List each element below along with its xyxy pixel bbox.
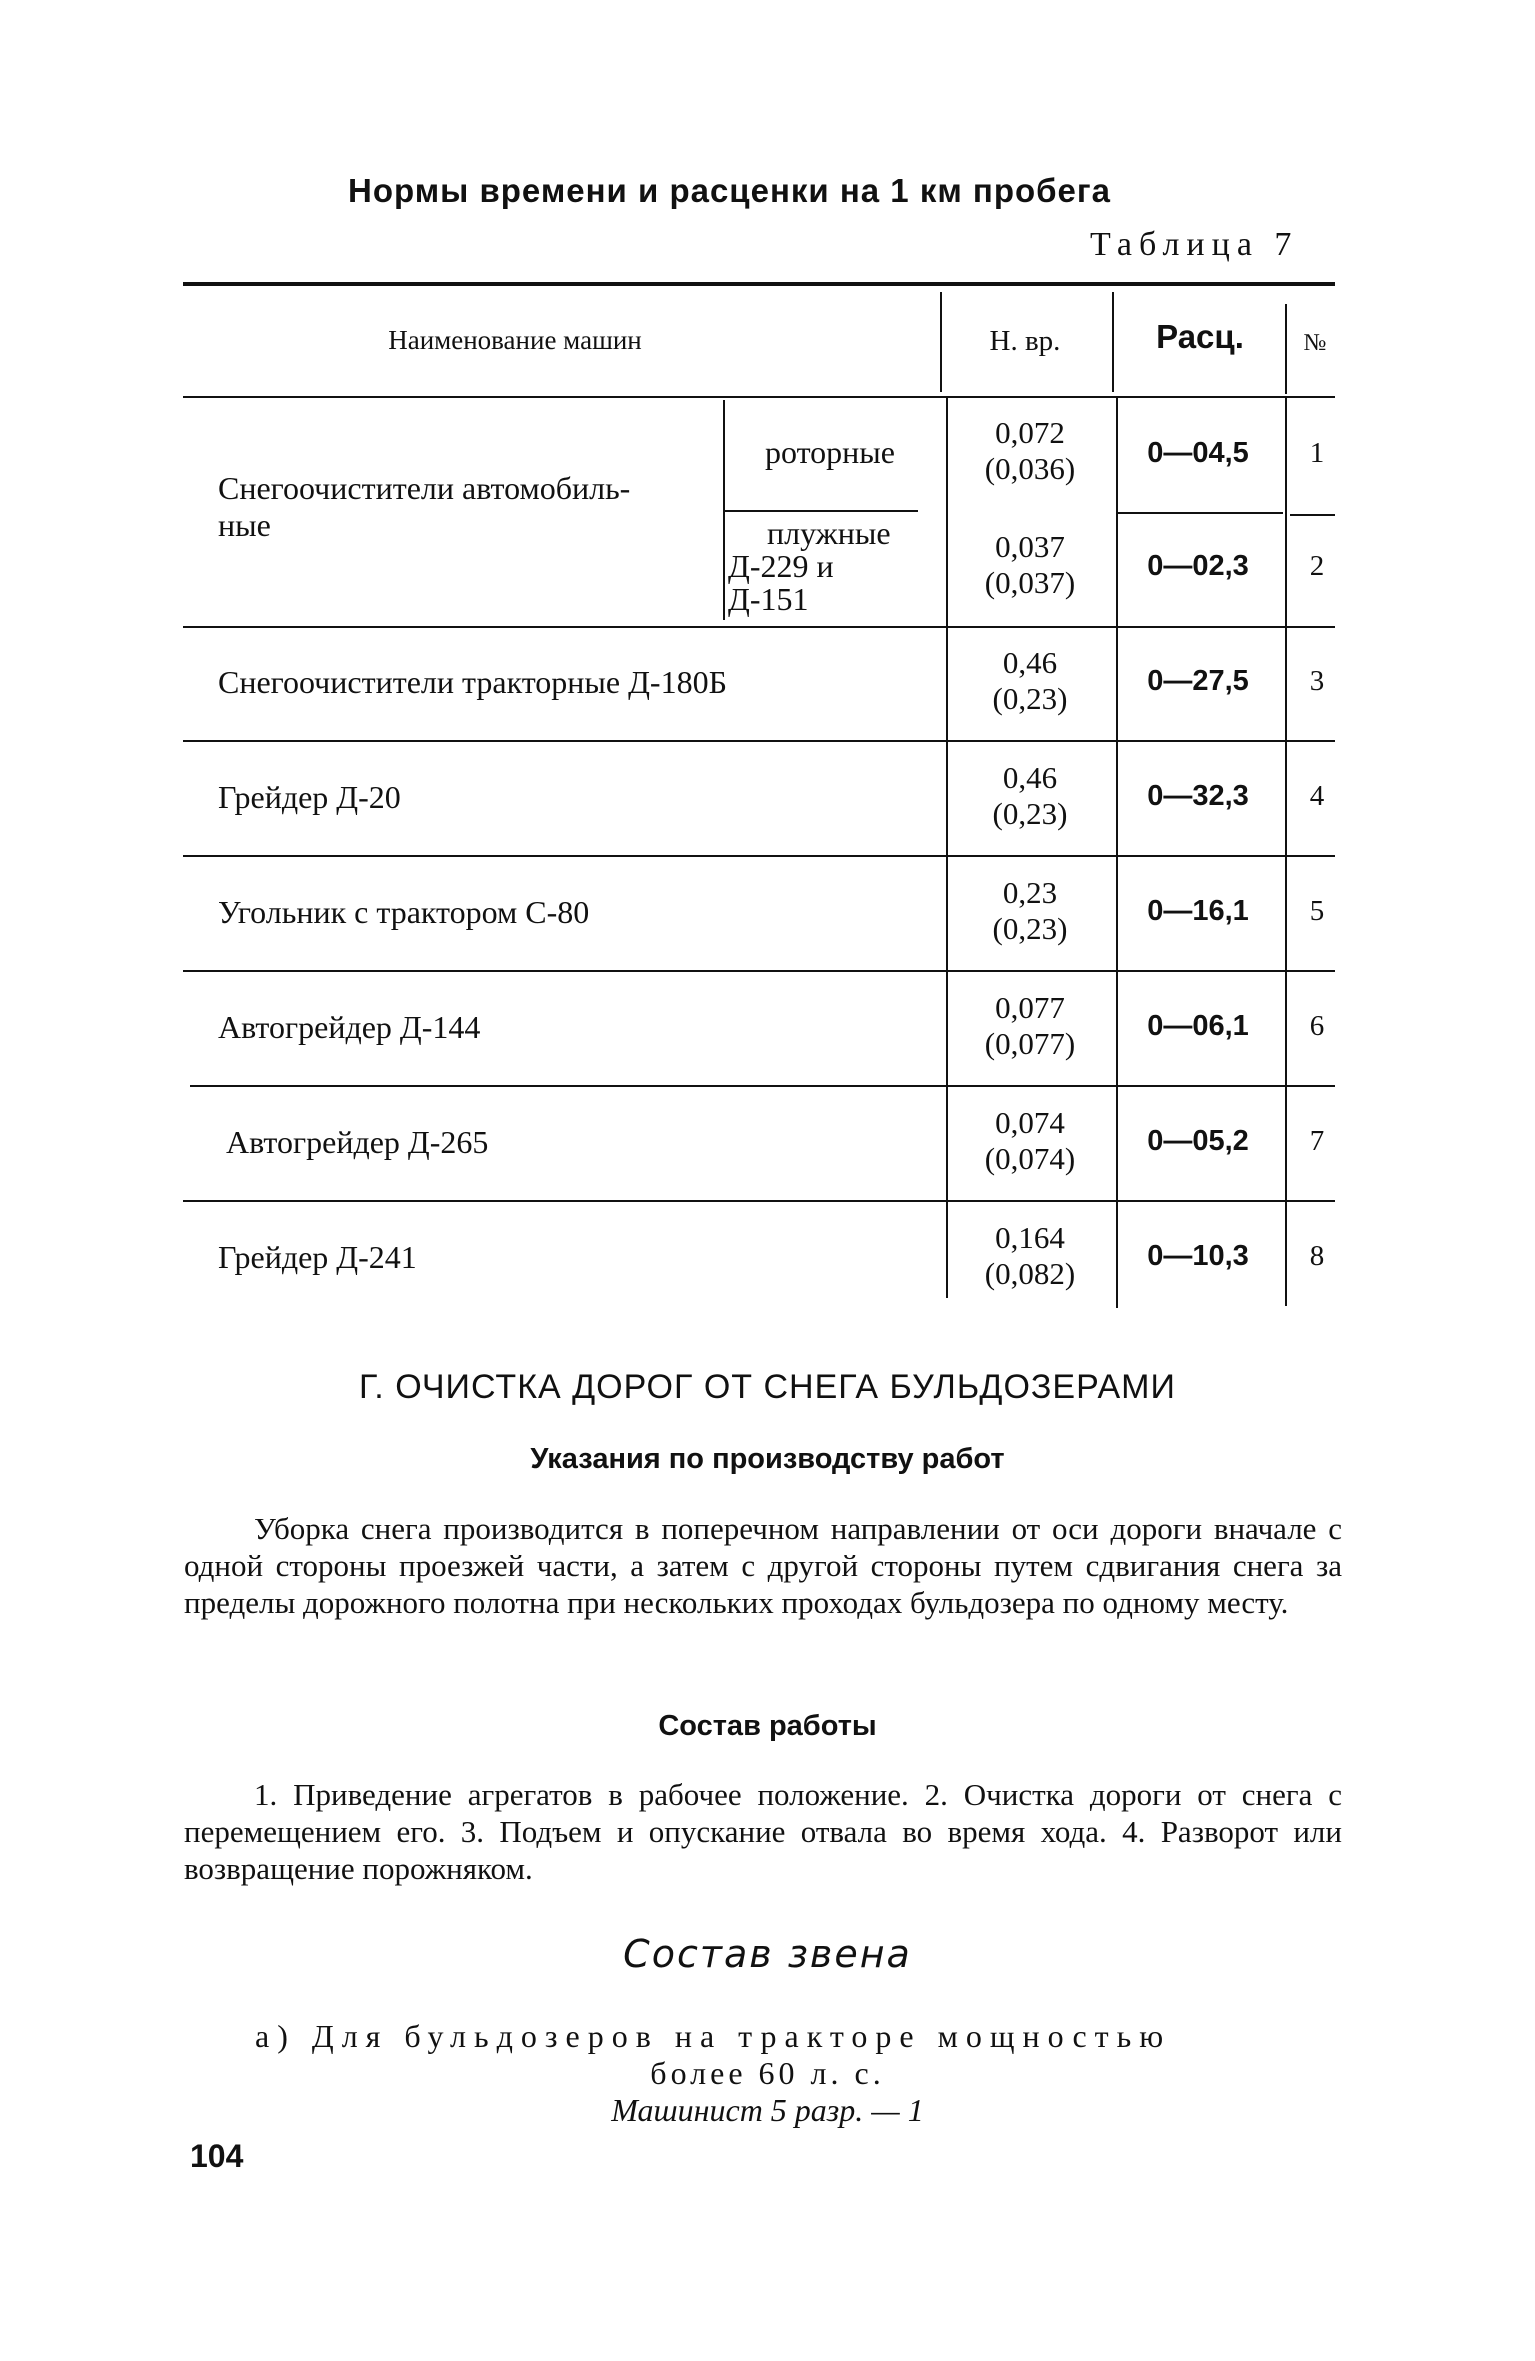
table-row-8-no: 8: [1309, 1240, 1325, 1272]
table-row-3-time-alt: (0,23): [992, 681, 1068, 716]
table-row-1-rate: 0—04,5: [1147, 437, 1249, 469]
instructions-text: Уборка снега производится в поперечном направлении от оси дороги вначале с одной стороны проезжей части, а затем с другой стороны путем сдвигания снега за пределы дорожного полотна при нескольких проходах бульдозера по одному месту.: [184, 1511, 1342, 1620]
table-row-7-name: Автогрейдер Д-265: [226, 1124, 489, 1160]
table-number: Таблица 7: [1090, 226, 1299, 263]
work-text: 1. Приведение агрегатов в рабочее положение. 2. Очистка дороги от снега с перемещением его. 3. Подъем и опускание отвала во время хода. 4. Разворот или возвращение порожняком.: [184, 1777, 1342, 1886]
row-rule-3: [183, 740, 1335, 742]
table-row-5-time: 0,23: [1002, 875, 1058, 910]
body-divider-3: [1285, 398, 1287, 1306]
row-rule-5: [183, 970, 1335, 972]
table-row-2-name-line1: плужные: [767, 515, 891, 551]
table-row-2-rate: 0—02,3: [1147, 550, 1249, 582]
page-number: 104: [190, 2138, 244, 2174]
row-rule-1c: [1290, 514, 1335, 516]
table-row-8-time-alt: (0,082): [984, 1256, 1076, 1291]
table-row-4-time: 0,46: [1002, 760, 1058, 795]
table-row-5-time-alt: (0,23): [992, 911, 1068, 946]
group-label-line2: ные: [218, 507, 271, 543]
table-row-6-time: 0,077: [995, 990, 1065, 1025]
column-header-name: Наименование машин: [388, 325, 642, 355]
crew-line-3: Машинист 5 разр. — 1: [611, 2092, 924, 2128]
table-row-6-no: 6: [1309, 1010, 1325, 1042]
row-rule-1b: [1118, 512, 1283, 514]
column-header-time: Н. вр.: [989, 325, 1061, 357]
table-row-2-time-alt: (0,037): [984, 565, 1076, 600]
table-row-7-time-alt: (0,074): [984, 1141, 1076, 1176]
table-row-5-no: 5: [1309, 895, 1325, 927]
table-row-2-name-line3: Д-151: [728, 581, 809, 617]
instructions-heading: Указания по производству работ: [530, 1443, 1005, 1475]
table-row-2-name-line2: Д-229 и: [728, 548, 834, 584]
row-rule-1a: [724, 510, 918, 512]
table-row-1-time: 0,072: [995, 415, 1065, 450]
table-row-4-no: 4: [1309, 780, 1325, 812]
table-row-1-name: роторные: [765, 434, 895, 470]
table-row-2-no: 2: [1309, 550, 1325, 582]
table-row-8-rate: 0—10,3: [1147, 1240, 1249, 1272]
table-row-1-time-alt: (0,036): [984, 451, 1076, 486]
table-row-7-no: 7: [1309, 1125, 1325, 1157]
table-row-8-name: Грейдер Д-241: [218, 1239, 417, 1275]
group-label-line1: Снегоочистители автомобиль-: [218, 470, 631, 506]
table-row-3-no: 3: [1309, 665, 1325, 697]
row-rule-6: [190, 1085, 1335, 1087]
row-rule-2: [183, 626, 1335, 628]
table-row-6-rate: 0—06,1: [1147, 1010, 1249, 1042]
column-header-no: №: [1303, 330, 1327, 356]
crew-line-1: а) Для бульдозеров на тракторе мощностью: [255, 2018, 1172, 2054]
row-rule-7: [183, 1200, 1335, 1202]
table-row-1-no: 1: [1309, 437, 1325, 469]
body-divider-1: [946, 398, 948, 1298]
table-row-6-time-alt: (0,077): [984, 1026, 1076, 1061]
work-heading: Состав работы: [658, 1710, 877, 1742]
table-row-5-name: Угольник с трактором С-80: [218, 894, 590, 930]
table-row-3-name: Снегоочистители тракторные Д-180Б: [218, 664, 727, 700]
header-divider-3: [1285, 304, 1287, 394]
table-row-8-time: 0,164: [995, 1220, 1065, 1255]
table-row-6-name: Автогрейдер Д-144: [218, 1009, 481, 1045]
table-row-4-name: Грейдер Д-20: [218, 779, 401, 815]
table-row-3-rate: 0—27,5: [1147, 665, 1249, 697]
page-title: Нормы времени и расценки на 1 км пробега: [348, 172, 1112, 209]
header-divider-1: [940, 292, 942, 392]
crew-heading: Состав звена: [623, 1932, 912, 1976]
header-divider-2: [1112, 292, 1114, 392]
table-row-2-time: 0,037: [995, 529, 1065, 564]
header-bottom-rule: [183, 396, 1335, 398]
table-row-3-time: 0,46: [1002, 645, 1058, 680]
crew-line-2: более 60 л. с.: [650, 2055, 885, 2091]
table-top-rule: [183, 282, 1335, 286]
work-paragraph: [184, 1776, 1342, 1887]
instructions-paragraph: [184, 1510, 1342, 1621]
column-header-rate: Расц.: [1156, 318, 1244, 355]
row-rule-4: [183, 855, 1335, 857]
section-heading: Г. ОЧИСТКА ДОРОГ ОТ СНЕГА БУЛЬДОЗЕРАМИ: [359, 1368, 1176, 1406]
table-row-4-time-alt: (0,23): [992, 796, 1068, 831]
table-row-5-rate: 0—16,1: [1147, 895, 1249, 927]
body-divider-2: [1116, 398, 1118, 1308]
table-row-7-rate: 0—05,2: [1147, 1125, 1249, 1157]
table-row-4-rate: 0—32,3: [1147, 780, 1249, 812]
table-row-7-time: 0,074: [995, 1105, 1065, 1140]
